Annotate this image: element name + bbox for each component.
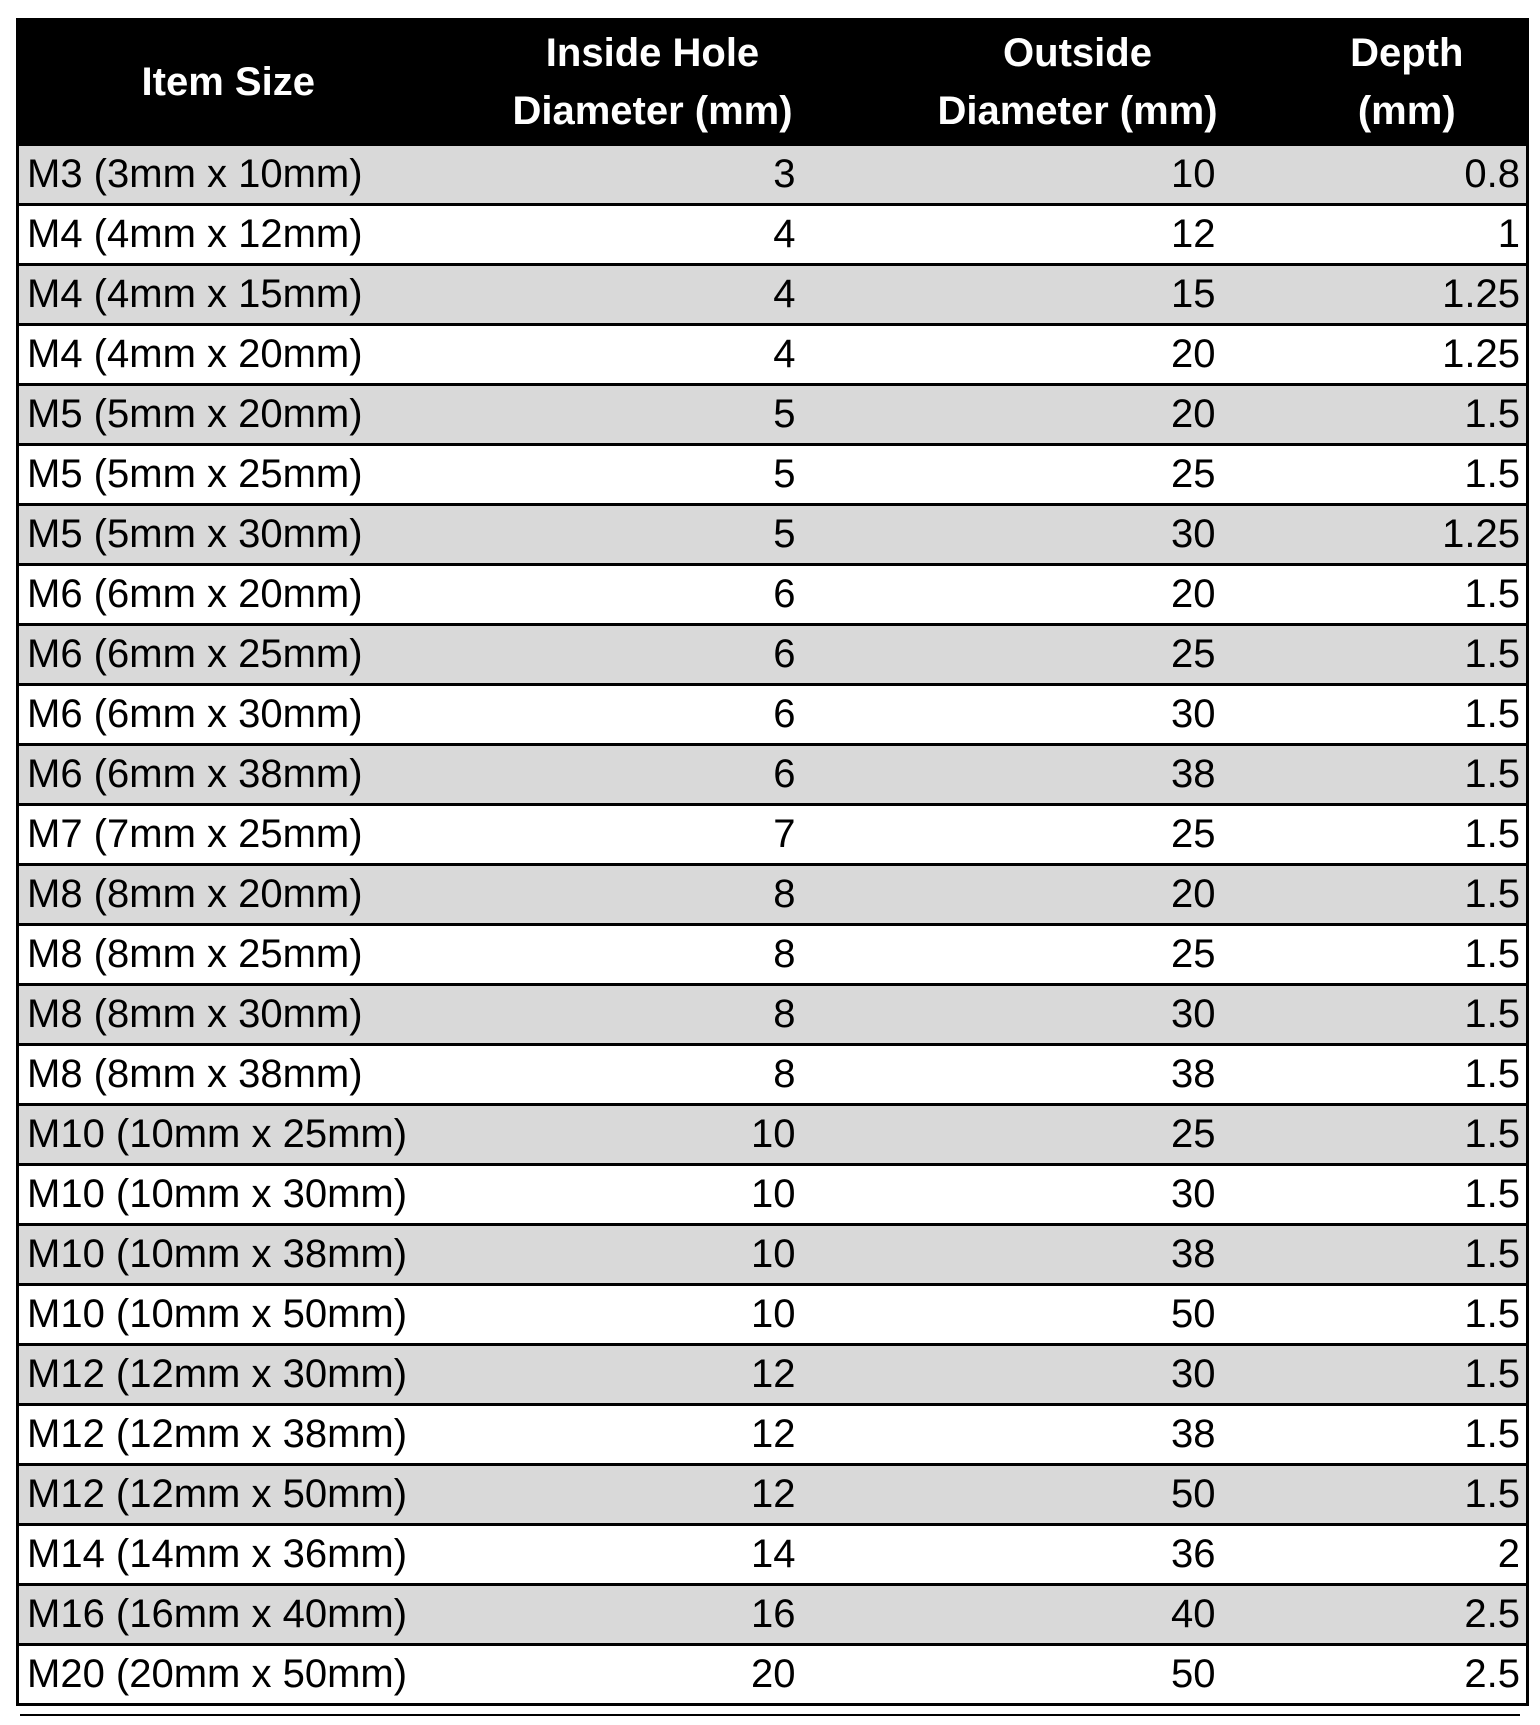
cell-depth: 1.5 — [1288, 1465, 1528, 1525]
header-inside-hole-diameter — [438, 20, 868, 145]
table-row — [18, 1105, 1528, 1165]
table-row — [18, 445, 1528, 505]
cell-outside-diameter: 50 — [868, 1285, 1288, 1345]
cell-outside-diameter: 30 — [868, 1345, 1288, 1405]
cell-outside-diameter: 15 — [868, 265, 1288, 325]
cell-outside-diameter: 25 — [868, 625, 1288, 685]
header-row — [18, 20, 1528, 145]
cell-depth: 1.25 — [1288, 505, 1528, 565]
cell-outside-diameter: 20 — [868, 865, 1288, 925]
table-row — [18, 145, 1528, 205]
cell-item-size: M10 (10mm x 50mm) — [18, 1285, 438, 1345]
cell-item-size: M10 (10mm x 38mm) — [18, 1225, 438, 1285]
cell-depth: 1.5 — [1288, 1345, 1528, 1405]
header-item-size — [18, 20, 438, 145]
cell-depth: 1.5 — [1288, 985, 1528, 1045]
cell-depth: 1.5 — [1288, 385, 1528, 445]
cell-depth: 1.5 — [1288, 1285, 1528, 1345]
cell-inside-diameter: 8 — [438, 865, 868, 925]
cell-inside-diameter: 4 — [438, 205, 868, 265]
cell-depth: 1 — [1288, 205, 1528, 265]
cell-inside-diameter: 8 — [438, 985, 868, 1045]
cell-inside-diameter: 4 — [438, 325, 868, 385]
table-row — [18, 865, 1528, 925]
cell-outside-diameter: 10 — [868, 145, 1288, 205]
cell-outside-diameter: 20 — [868, 325, 1288, 385]
cell-item-size: M6 (6mm x 38mm) — [18, 745, 438, 805]
cell-inside-diameter: 6 — [438, 565, 868, 625]
header-outside-diameter — [868, 20, 1288, 145]
table-row — [18, 505, 1528, 565]
cell-outside-diameter: 50 — [868, 1645, 1288, 1705]
table-body — [18, 145, 1528, 1705]
header-outside-line1: Outside — [1003, 31, 1152, 75]
cell-depth: 1.5 — [1288, 445, 1528, 505]
cell-item-size: M4 (4mm x 20mm) — [18, 325, 438, 385]
cell-inside-diameter: 8 — [438, 925, 868, 985]
header-outside-line2: Diameter (mm) — [937, 89, 1218, 133]
cell-outside-diameter: 30 — [868, 985, 1288, 1045]
table-row — [18, 325, 1528, 385]
header-depth — [1288, 20, 1528, 145]
table-row — [18, 205, 1528, 265]
cell-inside-diameter: 6 — [438, 625, 868, 685]
header-inside-hole-line1: Inside Hole — [545, 31, 760, 75]
cell-item-size: M4 (4mm x 15mm) — [18, 265, 438, 325]
table-row — [18, 1645, 1528, 1705]
cell-depth: 1.5 — [1288, 1165, 1528, 1225]
table-row — [18, 685, 1528, 745]
washer-size-table-container — [16, 18, 1526, 1706]
cell-inside-diameter: 20 — [438, 1645, 868, 1705]
table-row — [18, 1525, 1528, 1585]
cell-inside-diameter: 10 — [438, 1225, 868, 1285]
cell-inside-diameter: 10 — [438, 1105, 868, 1165]
cell-depth: 1.25 — [1288, 325, 1528, 385]
cell-depth: 2.5 — [1288, 1645, 1528, 1705]
cell-item-size: M16 (16mm x 40mm) — [18, 1585, 438, 1645]
cell-item-size: M5 (5mm x 30mm) — [18, 505, 438, 565]
cell-depth: 1.25 — [1288, 265, 1528, 325]
cell-item-size: M3 (3mm x 10mm) — [18, 145, 438, 205]
cell-item-size: M4 (4mm x 12mm) — [18, 205, 438, 265]
cell-depth: 1.5 — [1288, 565, 1528, 625]
table-row — [18, 1045, 1528, 1105]
bottom-rule-divider — [20, 1714, 1520, 1716]
cell-inside-diameter: 5 — [438, 445, 868, 505]
cell-item-size: M8 (8mm x 25mm) — [18, 925, 438, 985]
table-row — [18, 265, 1528, 325]
cell-inside-diameter: 10 — [438, 1285, 868, 1345]
cell-inside-diameter: 5 — [438, 505, 868, 565]
cell-item-size: M6 (6mm x 25mm) — [18, 625, 438, 685]
cell-depth: 1.5 — [1288, 745, 1528, 805]
cell-outside-diameter: 40 — [868, 1585, 1288, 1645]
cell-inside-diameter: 14 — [438, 1525, 868, 1585]
cell-depth: 2.5 — [1288, 1585, 1528, 1645]
cell-inside-diameter: 5 — [438, 385, 868, 445]
cell-inside-diameter: 7 — [438, 805, 868, 865]
cell-depth: 0.8 — [1288, 145, 1528, 205]
cell-outside-diameter: 38 — [868, 1225, 1288, 1285]
cell-outside-diameter: 20 — [868, 565, 1288, 625]
table-header — [18, 20, 1528, 145]
table-row — [18, 1585, 1528, 1645]
cell-item-size: M8 (8mm x 30mm) — [18, 985, 438, 1045]
cell-outside-diameter: 25 — [868, 445, 1288, 505]
cell-outside-diameter: 36 — [868, 1525, 1288, 1585]
cell-depth: 1.5 — [1288, 1045, 1528, 1105]
cell-inside-diameter: 12 — [438, 1405, 868, 1465]
cell-depth: 1.5 — [1288, 1225, 1528, 1285]
cell-inside-diameter: 10 — [438, 1165, 868, 1225]
cell-inside-diameter: 12 — [438, 1465, 868, 1525]
header-inside-hole-line2: Diameter (mm) — [512, 89, 793, 133]
cell-item-size: M14 (14mm x 36mm) — [18, 1525, 438, 1585]
cell-inside-diameter: 6 — [438, 685, 868, 745]
table-row — [18, 625, 1528, 685]
cell-item-size: M12 (12mm x 30mm) — [18, 1345, 438, 1405]
cell-outside-diameter: 38 — [868, 1405, 1288, 1465]
cell-outside-diameter: 25 — [868, 1105, 1288, 1165]
header-depth-line2: (mm) — [1357, 89, 1456, 133]
table-row — [18, 805, 1528, 865]
table-row — [18, 1225, 1528, 1285]
cell-outside-diameter: 12 — [868, 205, 1288, 265]
cell-item-size: M6 (6mm x 30mm) — [18, 685, 438, 745]
cell-depth: 1.5 — [1288, 1105, 1528, 1165]
cell-outside-diameter: 50 — [868, 1465, 1288, 1525]
cell-item-size: M5 (5mm x 25mm) — [18, 445, 438, 505]
cell-inside-diameter: 6 — [438, 745, 868, 805]
cell-depth: 1.5 — [1288, 625, 1528, 685]
cell-item-size: M7 (7mm x 25mm) — [18, 805, 438, 865]
table-row — [18, 1285, 1528, 1345]
table-row — [18, 1165, 1528, 1225]
cell-outside-diameter: 38 — [868, 1045, 1288, 1105]
table-row — [18, 385, 1528, 445]
cell-depth: 1.5 — [1288, 685, 1528, 745]
table-row — [18, 565, 1528, 625]
cell-item-size: M12 (12mm x 38mm) — [18, 1405, 438, 1465]
table-row — [18, 745, 1528, 805]
cell-item-size: M10 (10mm x 25mm) — [18, 1105, 438, 1165]
cell-depth: 1.5 — [1288, 865, 1528, 925]
cell-inside-diameter: 4 — [438, 265, 868, 325]
cell-item-size: M8 (8mm x 38mm) — [18, 1045, 438, 1105]
table-row — [18, 925, 1528, 985]
cell-item-size: M5 (5mm x 20mm) — [18, 385, 438, 445]
table-row — [18, 985, 1528, 1045]
cell-outside-diameter: 30 — [868, 1165, 1288, 1225]
cell-inside-diameter: 16 — [438, 1585, 868, 1645]
cell-item-size: M8 (8mm x 20mm) — [18, 865, 438, 925]
cell-inside-diameter: 8 — [438, 1045, 868, 1105]
cell-depth: 1.5 — [1288, 805, 1528, 865]
table-row — [18, 1465, 1528, 1525]
table-row — [18, 1345, 1528, 1405]
cell-depth: 1.5 — [1288, 925, 1528, 985]
cell-item-size: M10 (10mm x 30mm) — [18, 1165, 438, 1225]
cell-item-size: M12 (12mm x 50mm) — [18, 1465, 438, 1525]
cell-depth: 2 — [1288, 1525, 1528, 1585]
cell-outside-diameter: 25 — [868, 805, 1288, 865]
cell-item-size: M20 (20mm x 50mm) — [18, 1645, 438, 1705]
header-item-size-label: Item Size — [141, 60, 315, 104]
cell-item-size: M6 (6mm x 20mm) — [18, 565, 438, 625]
cell-outside-diameter: 20 — [868, 385, 1288, 445]
cell-outside-diameter: 30 — [868, 685, 1288, 745]
cell-outside-diameter: 38 — [868, 745, 1288, 805]
header-depth-line1: Depth — [1350, 31, 1464, 75]
washer-size-table — [16, 18, 1529, 1706]
cell-outside-diameter: 30 — [868, 505, 1288, 565]
cell-outside-diameter: 25 — [868, 925, 1288, 985]
table-row — [18, 1405, 1528, 1465]
cell-inside-diameter: 3 — [438, 145, 868, 205]
cell-inside-diameter: 12 — [438, 1345, 868, 1405]
cell-depth: 1.5 — [1288, 1405, 1528, 1465]
